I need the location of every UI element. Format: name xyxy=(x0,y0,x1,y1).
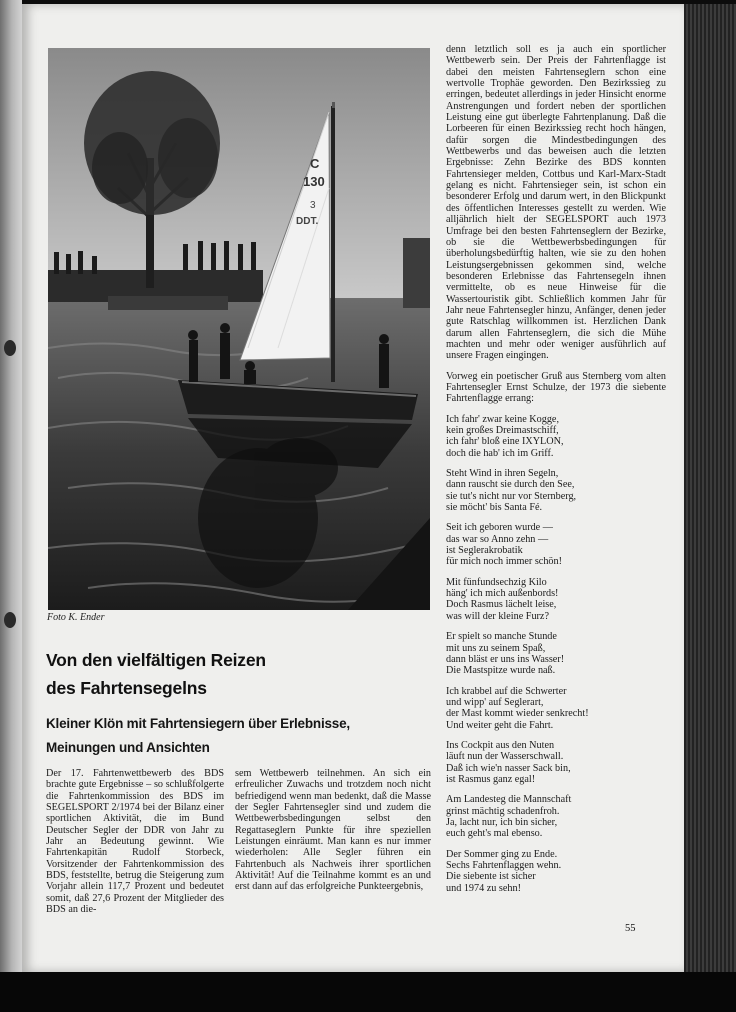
body-paragraph: denn letztlich soll es ja auch ein sportlicher Wettbewerb sein. Der Preis der Fahrtenflagge ist dabei den meisten Fahrtenseglern schon eine wertvolle Trophäe geworden. Den Bezirkssieg zu erringen, bedeutet allerdings in jeder Hinsicht enorme Anstrengungen und fordert neben der sportlichen Leistung eine gut überlegte Fahrtenplanung. Daß die Lorbeeren für einen Bezirkssieg recht hoch hängen, dafür sorgen die Mindestbedingungen des Wettbewerbs und das beweisen auch die letzten Ergebnisse: Zehn Bezirke des BDS konnten Fahrtensieger melden, Cottbus und Karl-Marx-Stadt gelang es nicht. Fahrtensieger sein, ist schon ein besonderer Erfolg und darum wert, in den Blickpunkt des öffentlichen Interesses gestellt zu werden. Wie alljährlich hielt der SEGELSPORT auch 1973 Umfrage bei den besten Fahrtenseglern der Bezirke, ob sie die Wettbewerbsbedingungen für überholungsbedürftig halten, wie sie zu den hohen Leistungsergebnissen gekommen sind, welche besonderen Erlebnisse das Fahrtensegeln ihnen vermittelte, ob es neue Hinweise für die Wassertouristik gibt. Schließlich kommen Jahr für Jahr neue Fahrtensegler hinzu, Anfänger, denen jeder gute Ratschlag willkommen ist. Herzlichen Dank darum allen Fahrtenseglern, die sich die Mühe machten und mehr oder weniger ausführlich auf unsere Fragen eingingen. xyxy=(446,44,666,362)
poem-stanza: Mit fünfundsechzig Kilo häng' ich mich außenbords! Doch Rasmus lächelt leise, was will der kleine Furz? xyxy=(446,576,559,622)
sail-marking-country: DDT. xyxy=(296,216,319,227)
sail-marking-small: 3 xyxy=(310,200,316,211)
poem-stanza: Der Sommer ging zu Ende. Sechs Fahrtenflaggen wehn. Die siebente ist sicher und 1974 zu sehn! xyxy=(446,848,562,894)
poem-stanza: Ins Cockpit aus den Nuten läuft nun der Wasserschwall. Daß ich wie'n nasser Sack bin, ist Rasmus ganz egal! xyxy=(446,739,571,785)
body-paragraph: Vorweg ein poetischer Gruß aus Sternberg vom alten Fahrtensegler Ernst Schulze, der 1973 die siebente Fahrtenflagge errang: xyxy=(446,370,666,405)
photo-credit: Foto K. Ender xyxy=(47,612,105,623)
poem-stanza: Seit ich geboren wurde — das war so Anno zehn — ist Seglerakrobatik für mich noch immer schön! xyxy=(446,522,562,568)
sailboat-photo xyxy=(48,48,430,610)
sail-marking-number: 130 xyxy=(303,174,325,189)
article-headline xyxy=(46,646,426,702)
poem-stanza: Ich krabbel auf die Schwerter und wipp' auf Seglerart, der Mast kommt wieder senkrecht! Und weiter geht die Fahrt. xyxy=(446,685,589,731)
scan-bottom-border xyxy=(0,972,736,1012)
binding-hole xyxy=(4,612,16,628)
body-column-1: Der 17. Fahrtenwettbewerb des BDS brachte gute Ergebnisse – so schlußfolgerte die Fahrtenkommission des BDS im SEGELSPORT 2/1974 bei der Bilanz einer sportlichen Aktivität, die im Bund Deutscher Segler der DDR von Jahr zu Jahr an Bedeutung gewinnt. Wie Fahrtenkapitän Rudolf Storbeck, Vorsitzender der Fahrtenkommission des BDS, feststellte, betrug die Steigerung zum Vorjahr allein 117,7 Prozent und bedeutet somit, daß 27,6 Prozent der Mitglieder des BDS an die- xyxy=(46,768,224,916)
subheading-line: Kleiner Klön mit Fahrtensiegern über Erlebnisse, xyxy=(46,716,350,731)
poem-stanza: Am Landesteg die Mannschaft grinst mächtig schadenfroh. Ja, lacht nur, ich bin sicher, euch geht's mal ebenso. xyxy=(446,794,572,840)
article-subheading xyxy=(46,712,436,760)
magazine-page xyxy=(22,4,684,972)
page-stack-edge xyxy=(684,4,736,972)
body-column-2: sem Wettbewerb teilnehmen. An sich ein erfreulicher Zuwachs und trotzdem noch nicht befriedigend wenn man bedenkt, daß die Masse der Segler Fahrtensegler sind und zudem die Wettbewerbsbedingungen selbst den Regattaseglern Punkte für ihre speziellen Leistungen einräumt. Man kann es nur immer wiederholen: Alle Segler führen ein Fahrtenbuch als Nachweis ihrer sportlichen Aktivität! Auf die Teilnahme kommt es an und erst dann auf das erfolgreiche Punkteergebnis, xyxy=(235,768,431,893)
headline-line: des Fahrtensegelns xyxy=(46,678,207,698)
sailboat-photo-illustration xyxy=(48,48,430,610)
binding-gutter xyxy=(0,0,22,972)
subheading-line: Meinungen und Ansichten xyxy=(46,740,210,755)
body-column-3 xyxy=(446,44,666,894)
sail-marking-letter: C xyxy=(310,156,320,171)
poem-stanza: Ich fahr' zwar keine Kogge, kein großes Dreimastschiff, ich fahr' bloß eine IXYLON, doch die hab' ich im Griff. xyxy=(446,413,564,459)
binding-hole xyxy=(4,340,16,356)
poem-stanza: Er spielt so manche Stunde mit uns zu seinem Spaß, dann bläst er uns ins Wasser! Die Mastspitze wurde naß. xyxy=(446,631,565,677)
page-number: 55 xyxy=(625,923,636,934)
poem-stanza: Steht Wind in ihren Segeln, dann rauscht sie durch den See, sie tut's nicht nur vor Sternberg, sie möcht' bis Santa Fé. xyxy=(446,468,577,514)
headline-line: Von den vielfältigen Reizen xyxy=(46,650,266,670)
